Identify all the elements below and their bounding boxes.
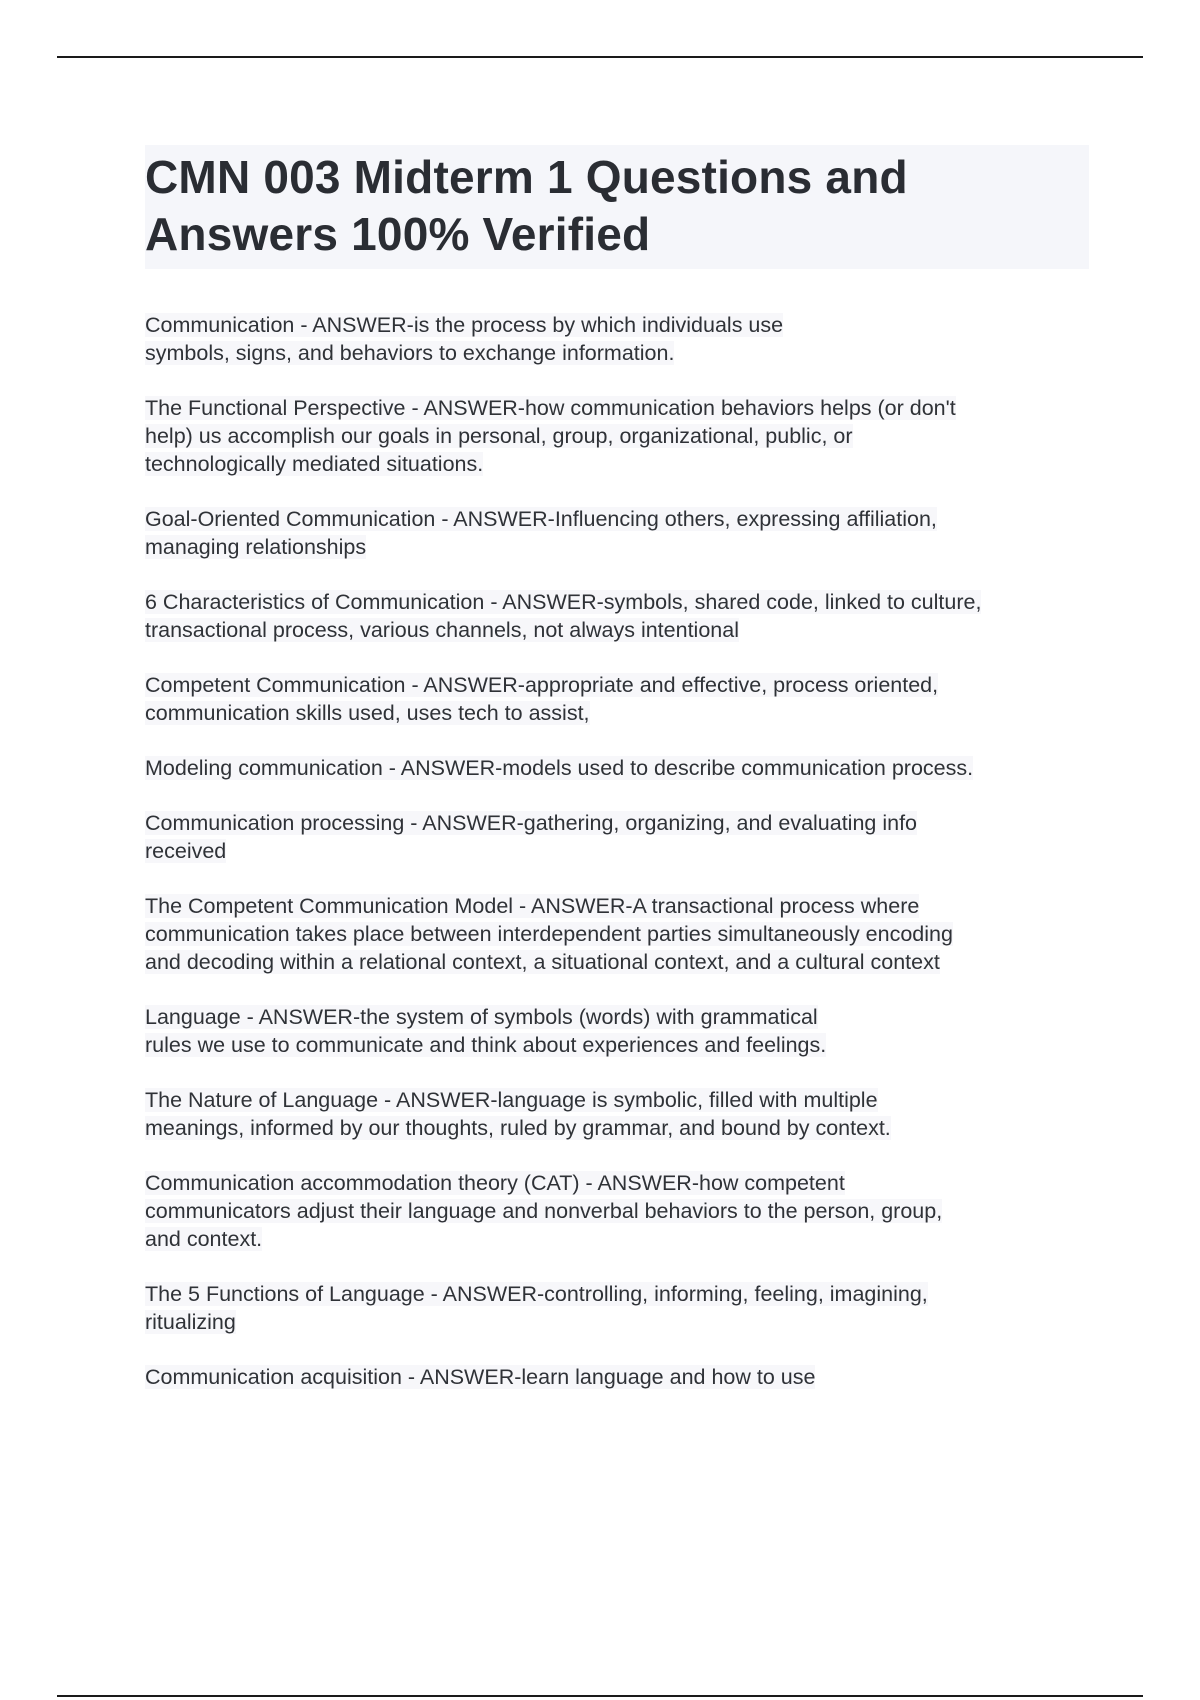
qa-list [145,311,1095,1418]
qa-text: Language - ANSWER-the system of symbols (words) with grammatical rules we use to communicate and think about experiences and feelings. [145,1005,827,1057]
qa-item [145,1086,1095,1142]
qa-item [145,311,1095,367]
qa-text: Competent Communication - ANSWER-appropriate and effective, process oriented, communication skills used, uses tech to assist, [145,673,939,725]
qa-text: Communication processing - ANSWER-gathering, organizing, and evaluating info received [145,811,918,863]
qa-text: Communication acquisition - ANSWER-learn language and how to use [145,1365,816,1389]
qa-text: The 5 Functions of Language - ANSWER-controlling, informing, feeling, imagining, ritualizing [145,1282,928,1334]
qa-item [145,1169,1095,1253]
qa-item [145,1003,1095,1059]
qa-item [145,809,1095,865]
qa-item [145,892,1095,976]
qa-text: Communication - ANSWER-is the process by which individuals use symbols, signs, and behaviors to exchange information. [145,313,784,365]
bottom-divider [57,1695,1143,1697]
qa-item [145,505,1095,561]
qa-text: 6 Characteristics of Communication - ANSWER-symbols, shared code, linked to culture, transactional process, various channels, not always intentional [145,590,982,642]
qa-item [145,754,1095,782]
title-block [145,145,1089,269]
qa-item [145,671,1095,727]
qa-text: Goal-Oriented Communication - ANSWER-Influencing others, expressing affiliation, managing relationships [145,507,937,559]
qa-item [145,394,1095,478]
qa-text: Modeling communication - ANSWER-models used to describe communication process. [145,756,974,780]
qa-item [145,1363,1095,1391]
top-divider [57,56,1143,58]
qa-text: The Functional Perspective - ANSWER-how communication behaviors helps (or don't help) us accomplish our goals in personal, group, organizational, public, or technologically mediated situations. [145,396,956,476]
qa-item [145,1280,1095,1336]
document-title: CMN 003 Midterm 1 Questions and Answers 100% Verified [145,151,908,260]
qa-text: Communication accommodation theory (CAT) - ANSWER-how competent communicators adjust their language and nonverbal behaviors to the person, group, and context. [145,1171,943,1251]
qa-text: The Nature of Language - ANSWER-language is symbolic, filled with multiple meanings, informed by our thoughts, ruled by grammar, and bound by context. [145,1088,891,1140]
qa-item [145,588,1095,644]
qa-text: The Competent Communication Model - ANSWER-A transactional process where communication takes place between interdependent parties simultaneously encoding and decoding within a relational context, a situational context, and a cultural context [145,894,953,974]
